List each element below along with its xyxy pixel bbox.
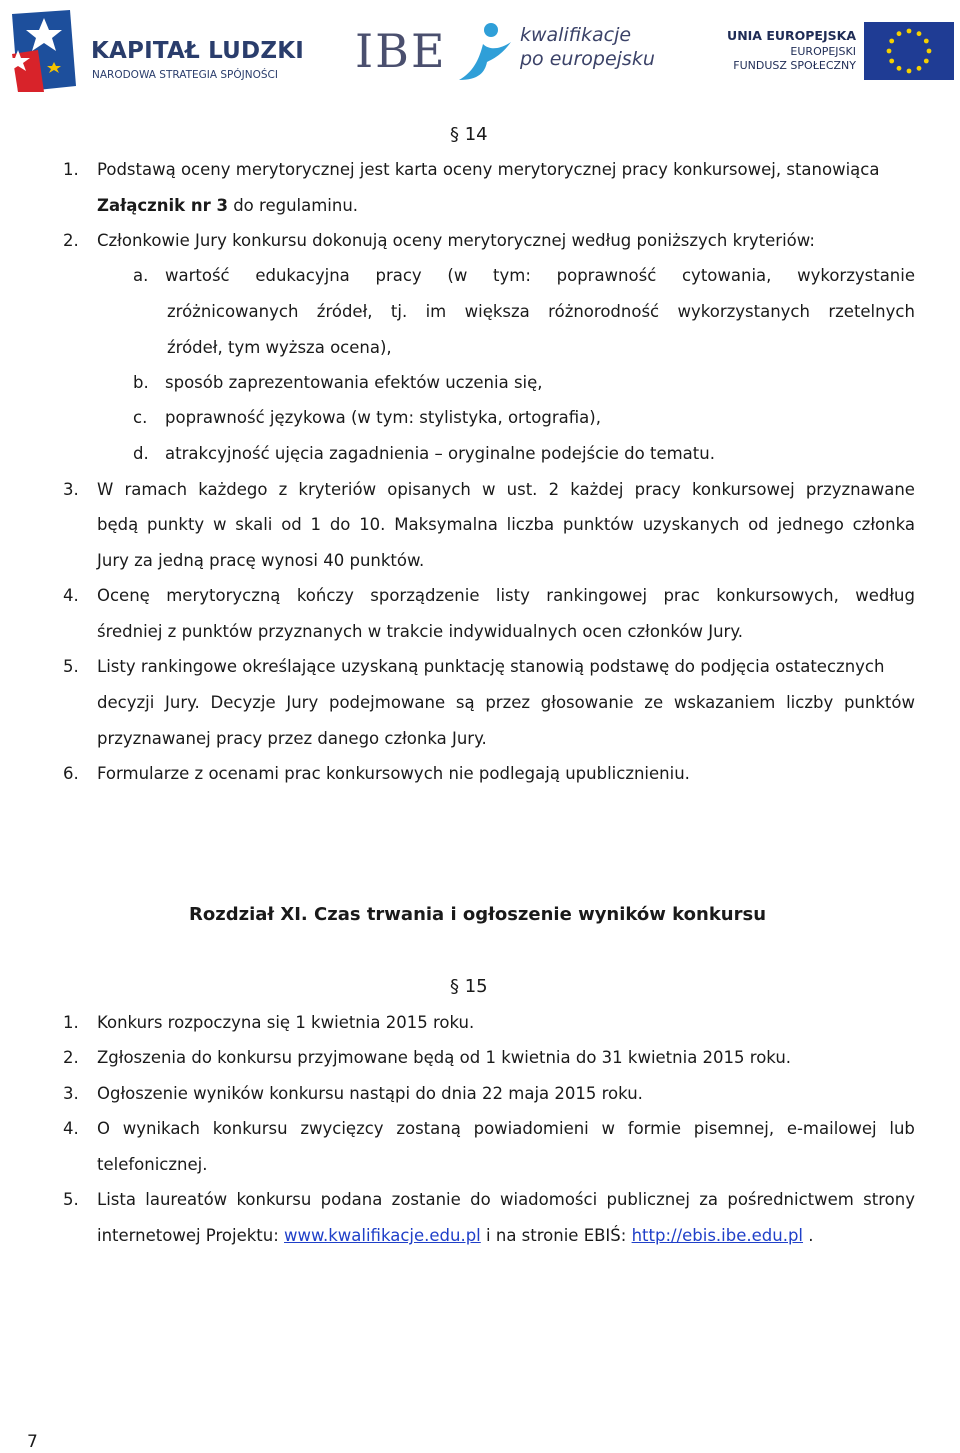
word: za: [699, 1190, 719, 1209]
word: według: [855, 586, 915, 605]
chapter-title: Rozdział XI. Czas trwania i ogłoszenie wyników konkursu: [189, 904, 767, 925]
item-number: 1.: [63, 1013, 79, 1032]
ue-line-2: EUROPEJSKI: [790, 45, 856, 58]
paragraph-line: Ogłoszenie wyników konkursu nastąpi do dnia 22 maja 2015 roku.: [97, 1084, 643, 1103]
word: od: [281, 515, 302, 534]
paragraph-line: Listy rankingowe określające uzyskaną punktację stanowią podstawę do podjęcia ostatecznych: [97, 657, 885, 676]
page-header: [0, 0, 960, 100]
justified-line: [97, 480, 915, 500]
justified-line: [97, 693, 915, 713]
paragraph-line: przyznawanej pracy przez danego członka Jury.: [97, 729, 487, 748]
ue-line-1: UNIA EUROPEJSKA: [727, 28, 856, 43]
word: w: [482, 480, 496, 499]
paragraph-line: Formularze z ocenami prac konkursowych nie podlegają upublicznieniu.: [97, 764, 690, 783]
word: pracy: [634, 480, 681, 499]
item-number: 2.: [63, 1048, 79, 1067]
word: każdej: [570, 480, 624, 499]
item-number: 1.: [63, 160, 79, 179]
word: ze: [644, 693, 664, 712]
word: głosowanie: [540, 693, 634, 712]
word: z: [278, 480, 288, 499]
word: Maksymalna: [394, 515, 498, 534]
word: zostaną: [396, 1119, 461, 1138]
ue-line-3: FUNDUSZ SPOŁECZNY: [733, 59, 856, 72]
word: podejmowane: [328, 693, 446, 712]
justified-line: [167, 302, 915, 322]
criterion-letter: a.: [133, 266, 149, 285]
ibe-logo: [355, 18, 655, 90]
criterion-letter: c.: [133, 408, 148, 427]
word: liczba: [506, 515, 555, 534]
word: rzetelnych: [828, 302, 915, 321]
paragraph-line: Zgłoszenia do konkursu przyjmowane będą od 1 kwietnia do 31 kwietnia 2015 roku.: [97, 1048, 792, 1067]
word: będą: [97, 515, 139, 534]
word: merytoryczną: [166, 586, 281, 605]
word: edukacyjna: [255, 266, 350, 285]
word: Ocenę: [97, 586, 150, 605]
ebis-link[interactable]: http://ebis.ibe.edu.pl: [631, 1226, 804, 1245]
word: 2: [548, 480, 560, 499]
word: wiadomości: [499, 1190, 598, 1209]
word: skali: [235, 515, 273, 534]
ibe-tagline-1: kwalifikacje: [520, 24, 632, 46]
item-number: 5.: [63, 1190, 79, 1209]
word: punktów: [562, 515, 634, 534]
ibe-tagline-2: po europejsku: [520, 48, 655, 70]
word: decyzji: [97, 693, 155, 712]
word: są: [455, 693, 475, 712]
paragraph-line: Załącznik nr 3 do regulaminu.: [97, 196, 359, 215]
word: pracy: [375, 266, 422, 285]
paragraph-line: internetowej Projektu: www.kwalifikacje.edu.pl i na stronie EBIŚ: http://ebis.ibe.edu.pl .: [97, 1226, 814, 1245]
word: każdego: [198, 480, 268, 499]
ibe-figure-icon: [455, 20, 515, 86]
word: od: [748, 515, 769, 534]
word: konkursu: [236, 1190, 312, 1209]
item-number: 4.: [63, 586, 79, 605]
word: uzyskanych: [642, 515, 740, 534]
word: źródeł,: [316, 302, 373, 321]
word: 1: [310, 515, 322, 534]
word: wykorzystanie: [797, 266, 915, 285]
word: konkursowej: [691, 480, 795, 499]
word: jednego: [777, 515, 844, 534]
word: formie: [627, 1119, 681, 1138]
paragraph-line: atrakcyjność ujęcia zagadnienia – oryginalne podejście do tematu.: [165, 444, 715, 463]
criterion-letter: d.: [133, 444, 149, 463]
word: punktów: [843, 693, 915, 712]
word: kończy: [296, 586, 354, 605]
word: konkursowych,: [716, 586, 839, 605]
word: Jury.: [165, 693, 200, 712]
word: kryteriów: [298, 480, 377, 499]
paragraph-line: źródeł, tym wyższa ocena),: [167, 338, 392, 357]
word: przez: [485, 693, 531, 712]
kwalifikacje-link[interactable]: www.kwalifikacje.edu.pl: [284, 1226, 481, 1245]
kapital-ludzki-title: KAPITAŁ LUDZKI: [91, 38, 304, 64]
paragraph-line: telefonicznej.: [97, 1155, 208, 1174]
unia-europejska-logo: [720, 22, 956, 82]
kapital-ludzki-subtitle: NARODOWA STRATEGIA SPÓJNOŚCI: [92, 69, 278, 81]
word: wynikach: [122, 1119, 200, 1138]
word: wartość: [165, 266, 230, 285]
word: W: [97, 480, 114, 499]
justified-line: [97, 1190, 915, 1210]
word: Decyzje: [210, 693, 276, 712]
word: sporządzenie: [370, 586, 480, 605]
paragraph-line: średniej z punktów przyznanych w trakcie indywidualnych ocen członków Jury.: [97, 622, 743, 641]
word: e-mailowej: [786, 1119, 877, 1138]
word: powiadomieni: [473, 1119, 589, 1138]
annex-reference: Załącznik nr 3: [97, 196, 228, 215]
justified-line: [165, 266, 915, 286]
word: im: [425, 302, 447, 321]
word: większa: [464, 302, 530, 321]
ibe-name: IBE: [355, 24, 447, 78]
page-number: 7: [27, 1432, 38, 1452]
paragraph-line: Członkowie Jury konkursu dokonują oceny merytorycznej według poniższych kryteriów:: [97, 231, 815, 250]
word: w: [212, 515, 227, 534]
word: do: [329, 515, 351, 534]
kapital-ludzki-emblem-icon: [8, 10, 80, 92]
word: listy: [495, 586, 530, 605]
word: 10.: [359, 515, 386, 534]
word: punkty: [147, 515, 205, 534]
item-number: 3.: [63, 1084, 79, 1103]
paragraph-line: Konkurs rozpoczyna się 1 kwietnia 2015 roku.: [97, 1013, 475, 1032]
criterion-letter: b.: [133, 373, 149, 392]
word: przyznawane: [805, 480, 915, 499]
word: rankingowej: [546, 586, 648, 605]
word: laureatów: [145, 1190, 228, 1209]
word: konkursu: [212, 1119, 288, 1138]
justified-line: [97, 586, 915, 606]
word: tym:: [493, 266, 531, 285]
word: cytowania,: [681, 266, 772, 285]
word: podana: [320, 1190, 383, 1209]
kapital-ludzki-logo: [8, 10, 304, 92]
paragraph-line: Jury za jedną pracę wynosi 40 punktów.: [97, 551, 425, 570]
word: zróżnicowanych: [167, 302, 299, 321]
paragraph-line: poprawność językowa (w tym: stylistyka, ortografia),: [165, 408, 601, 427]
item-number: 4.: [63, 1119, 79, 1138]
section-14-heading: § 14: [450, 124, 488, 145]
paragraph-line: sposób zaprezentowania efektów uczenia się,: [165, 373, 543, 392]
word: poprawność: [556, 266, 657, 285]
word: opisanych: [387, 480, 471, 499]
justified-line: [97, 515, 915, 535]
paragraph-line: Podstawą oceny merytorycznej jest karta oceny merytorycznej pracy konkursowej, stanowiąca: [97, 160, 880, 179]
word: członka: [852, 515, 915, 534]
eu-flag-icon: [864, 22, 954, 80]
item-number: 3.: [63, 480, 79, 499]
word: liczby: [786, 693, 834, 712]
word: tj.: [390, 302, 408, 321]
word: wskazaniem: [673, 693, 776, 712]
word: publicznej: [606, 1190, 690, 1209]
word: wykorzystanych: [677, 302, 810, 321]
word: pośrednictwem: [727, 1190, 854, 1209]
item-number: 2.: [63, 231, 79, 250]
word: ramach: [124, 480, 188, 499]
word: O: [97, 1119, 110, 1138]
word: pisemnej,: [693, 1119, 775, 1138]
word: prac: [663, 586, 700, 605]
justified-line: [97, 1119, 915, 1139]
item-number: 5.: [63, 657, 79, 676]
word: lub: [889, 1119, 915, 1138]
word: Lista: [97, 1190, 136, 1209]
word: zwycięzcy: [300, 1119, 384, 1138]
word: (w: [447, 266, 468, 285]
word: ust.: [506, 480, 538, 499]
item-number: 6.: [63, 764, 79, 783]
word: w: [601, 1119, 616, 1138]
word: strony: [863, 1190, 915, 1209]
section-15-heading: § 15: [450, 976, 488, 997]
word: Jury: [286, 693, 319, 712]
word: do: [470, 1190, 491, 1209]
word: zostanie: [391, 1190, 461, 1209]
word: różnorodność: [548, 302, 660, 321]
